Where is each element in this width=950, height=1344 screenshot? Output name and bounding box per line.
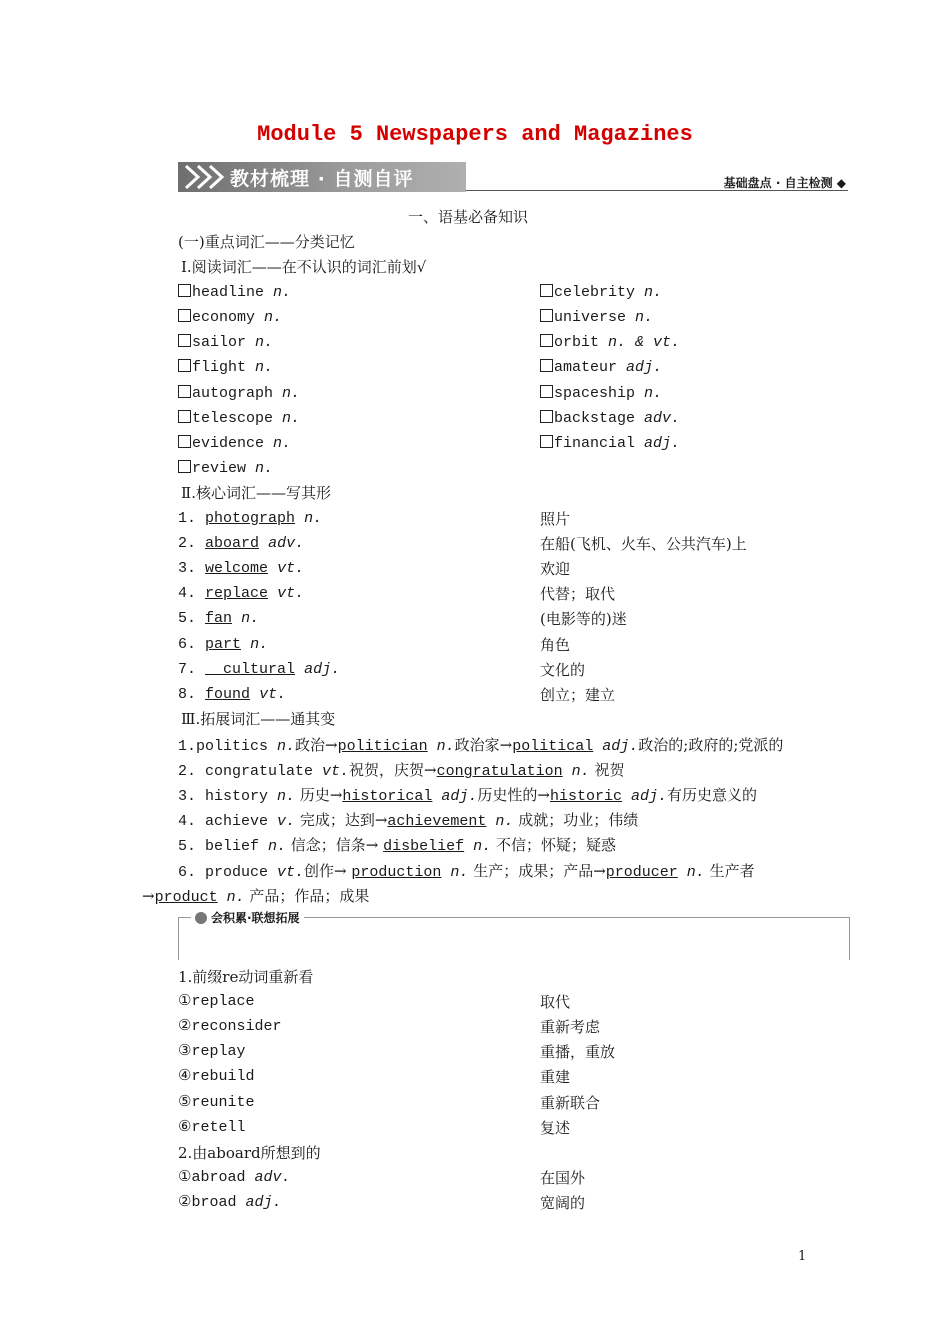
core-item: 6. part n.: [178, 636, 269, 653]
core-item: 5. fan n.: [178, 610, 260, 627]
group1-meaning: 重播，重放: [540, 1043, 616, 1061]
subsection-heading: (一)重点词汇——分类记忆: [178, 233, 355, 251]
core-item: 8. found vt.: [178, 686, 287, 703]
core-item: 7. cultural adj.: [178, 661, 341, 678]
reading-item: evidence n.: [178, 434, 291, 454]
group1-meaning: 复述: [540, 1119, 571, 1137]
checkbox[interactable]: [540, 435, 553, 448]
extend-line: 3. history n. 历史→historical adj.历史性的→historic adj.有历史意义的: [178, 786, 758, 805]
section-banner: [178, 160, 848, 194]
accumulation-box: [178, 911, 850, 960]
core-item: 4. replace vt.: [178, 585, 305, 602]
group1-word: ②reconsider: [178, 1018, 282, 1035]
reading-item: economy n.: [178, 308, 282, 328]
reading-item: headline n.: [178, 283, 291, 303]
checkbox[interactable]: [178, 284, 191, 297]
reading-item: flight n.: [178, 358, 273, 378]
reading-item: autograph n.: [178, 384, 300, 404]
reading-item: universe n.: [540, 308, 653, 328]
extend-line: 6. produce vt.创作→ production n. 生产；成果；产品→producer n. 生产者: [178, 862, 755, 881]
group2-word: ①abroad adv.: [178, 1169, 291, 1186]
group1-word: ⑤reunite: [178, 1094, 255, 1111]
checkbox[interactable]: [540, 334, 553, 347]
reading-item: review n.: [178, 459, 273, 479]
core-meaning: 文化的: [540, 661, 586, 679]
group2-meaning: 宽阔的: [540, 1194, 586, 1212]
group1-meaning: 重新考虑: [540, 1018, 601, 1036]
reading-item: telescope n.: [178, 409, 300, 429]
banner-subtitle: 基础盘点 · 自主检测 ◆: [723, 176, 846, 190]
checkbox[interactable]: [540, 359, 553, 372]
group1-meaning: 重新联合: [540, 1094, 601, 1112]
core-meaning: 欢迎: [540, 560, 571, 578]
extend-line: 1.politics n.政治→politician n.政治家→political adj.政治的;政府的;党派的: [178, 736, 784, 755]
reading-item: sailor n.: [178, 333, 273, 353]
extend-line: 5. belief n. 信念；信条→ disbelief n. 不信；怀疑；疑惑: [178, 836, 616, 855]
core-meaning: 在船(飞机、火车、公共汽车)上: [540, 535, 747, 553]
page-title: Module 5 Newspapers and Magazines: [257, 122, 693, 147]
chevron-arrows-icon: [184, 164, 226, 190]
checkbox[interactable]: [178, 460, 191, 473]
group1-word: ⑥retell: [178, 1119, 246, 1136]
reading-item: financial adj.: [540, 434, 680, 454]
core-meaning: 角色: [540, 636, 571, 654]
extend-line: 4. achieve v. 完成；达到→achievement n. 成就；功业；伟绩: [178, 811, 639, 830]
checkbox[interactable]: [178, 309, 191, 322]
checkbox[interactable]: [178, 385, 191, 398]
part3-heading: Ⅲ.拓展词汇——通其变: [181, 710, 336, 728]
checkbox[interactable]: [178, 334, 191, 347]
reading-item: orbit n. & vt.: [540, 333, 680, 353]
group2-meaning: 在国外: [540, 1169, 586, 1187]
group1-meaning: 取代: [540, 993, 571, 1011]
core-meaning: 照片: [540, 510, 571, 528]
checkbox[interactable]: [540, 410, 553, 423]
group1-word: ④rebuild: [178, 1068, 255, 1085]
group1-heading: 1.前缀re动词重新看: [178, 968, 314, 986]
core-item: 2. aboard adv.: [178, 535, 305, 552]
part1-heading: Ⅰ.阅读词汇——在不认识的词汇前划√: [181, 258, 427, 276]
reading-item: amateur adj.: [540, 358, 662, 378]
checkbox[interactable]: [540, 309, 553, 322]
core-meaning: (电影等的)迷: [540, 610, 627, 628]
checkbox[interactable]: [540, 385, 553, 398]
checkbox[interactable]: [178, 410, 191, 423]
group1-word: ③replay: [178, 1043, 246, 1060]
page-number: 1: [798, 1249, 807, 1264]
group1-meaning: 重建: [540, 1068, 571, 1086]
core-item: 3. welcome vt.: [178, 560, 305, 577]
checkbox[interactable]: [178, 359, 191, 372]
checkbox[interactable]: [540, 284, 553, 297]
extend-line: 2. congratulate vt.祝贺，庆贺→congratulation n. 祝贺: [178, 761, 625, 780]
core-item: 1. photograph n.: [178, 510, 323, 527]
core-meaning: 创立；建立: [540, 686, 616, 704]
group2-word: ②broad adj.: [178, 1194, 282, 1211]
book-icon: [195, 912, 207, 924]
box-label: 会积累·联想拓展: [191, 909, 304, 926]
group1-word: ①replace: [178, 993, 255, 1010]
reading-item: spaceship n.: [540, 384, 662, 404]
core-meaning: 代替；取代: [540, 585, 616, 603]
reading-item: celebrity n.: [540, 283, 662, 303]
checkbox[interactable]: [178, 435, 191, 448]
part2-heading: Ⅱ.核心词汇——写其形: [181, 484, 331, 502]
banner-title: 教材梳理 · 自测自评: [230, 168, 414, 190]
reading-item: backstage adv.: [540, 409, 680, 429]
extend-line: →product n. 产品；作品；成果: [142, 887, 370, 906]
group2-heading: 2.由aboard所想到的: [178, 1144, 321, 1162]
section-heading: 一、语基必备知识: [408, 208, 529, 226]
